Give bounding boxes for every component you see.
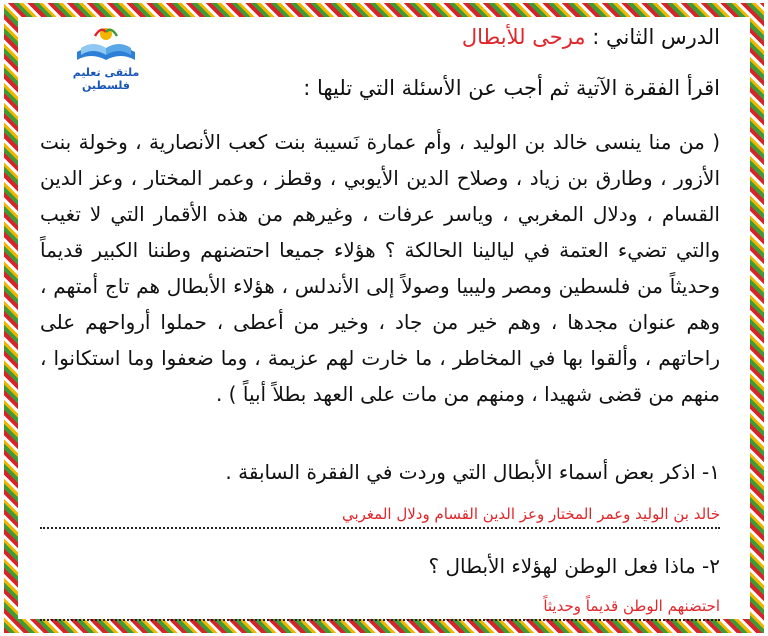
- instruction: اقرأ الفقرة الآتية ثم أجب عن الأسئلة التي تليها :: [303, 76, 720, 100]
- lesson-title: [320, 22, 720, 52]
- reading-paragraph: ( من منا ينسى خالد بن الوليد ، وأم عمارة نَسيبة بنت كعب الأنصارية ، وخولة بنت الأزور ، وطارق بن زياد ، وصلاح الدين الأيوبي ، وقطز ، وعمر المختار ، وعز الدين القسام ، ودلال المغربي ، وياسر عرفات ، وغيرهم من هذه الأقمار التي لا تغيب والتي تضيء العتمة في ليالينا الحالكة ؟ هؤلاء جميعا احتضنهم وطننا الكبير قديماً وحديثاً من فلسطين ومصر وليبيا وصولاً إلى الأندلس ، هؤلاء الأبطال هم تاج أمتهم ، وهم عنوان مجدها ، وهم خير من جاد ، وخير من أعطى ، حملوا أرواحهم على راحاتهم ، وألقوا بها في المخاطر ، ما خارت لهم عزيمة ، وما ضعفوا وما استكانوا ، منهم من قضى شهيدا ، ومنهم من مات على العهد بطلاً أبياً ) .: [40, 130, 720, 406]
- logo-text: ملتقى تعليم فلسطين: [72, 66, 140, 92]
- question-1: ١- اذكر بعض أسماء الأبطال التي وردت في الفقرة السابقة .: [225, 460, 720, 484]
- answer-1: خالد بن الوليد وعمر المختار وعز الدين القسام ودلال المغربي: [40, 503, 720, 529]
- answer-2: احتضنهم الوطن قديماً وحديثاً: [40, 595, 720, 621]
- lesson-name: مرحى للأبطال: [461, 25, 586, 49]
- book-icon: [71, 22, 141, 64]
- lesson-label: الدرس الثاني :: [592, 25, 720, 49]
- question-2: ٢- ماذا فعل الوطن لهؤلاء الأبطال ؟: [428, 554, 720, 578]
